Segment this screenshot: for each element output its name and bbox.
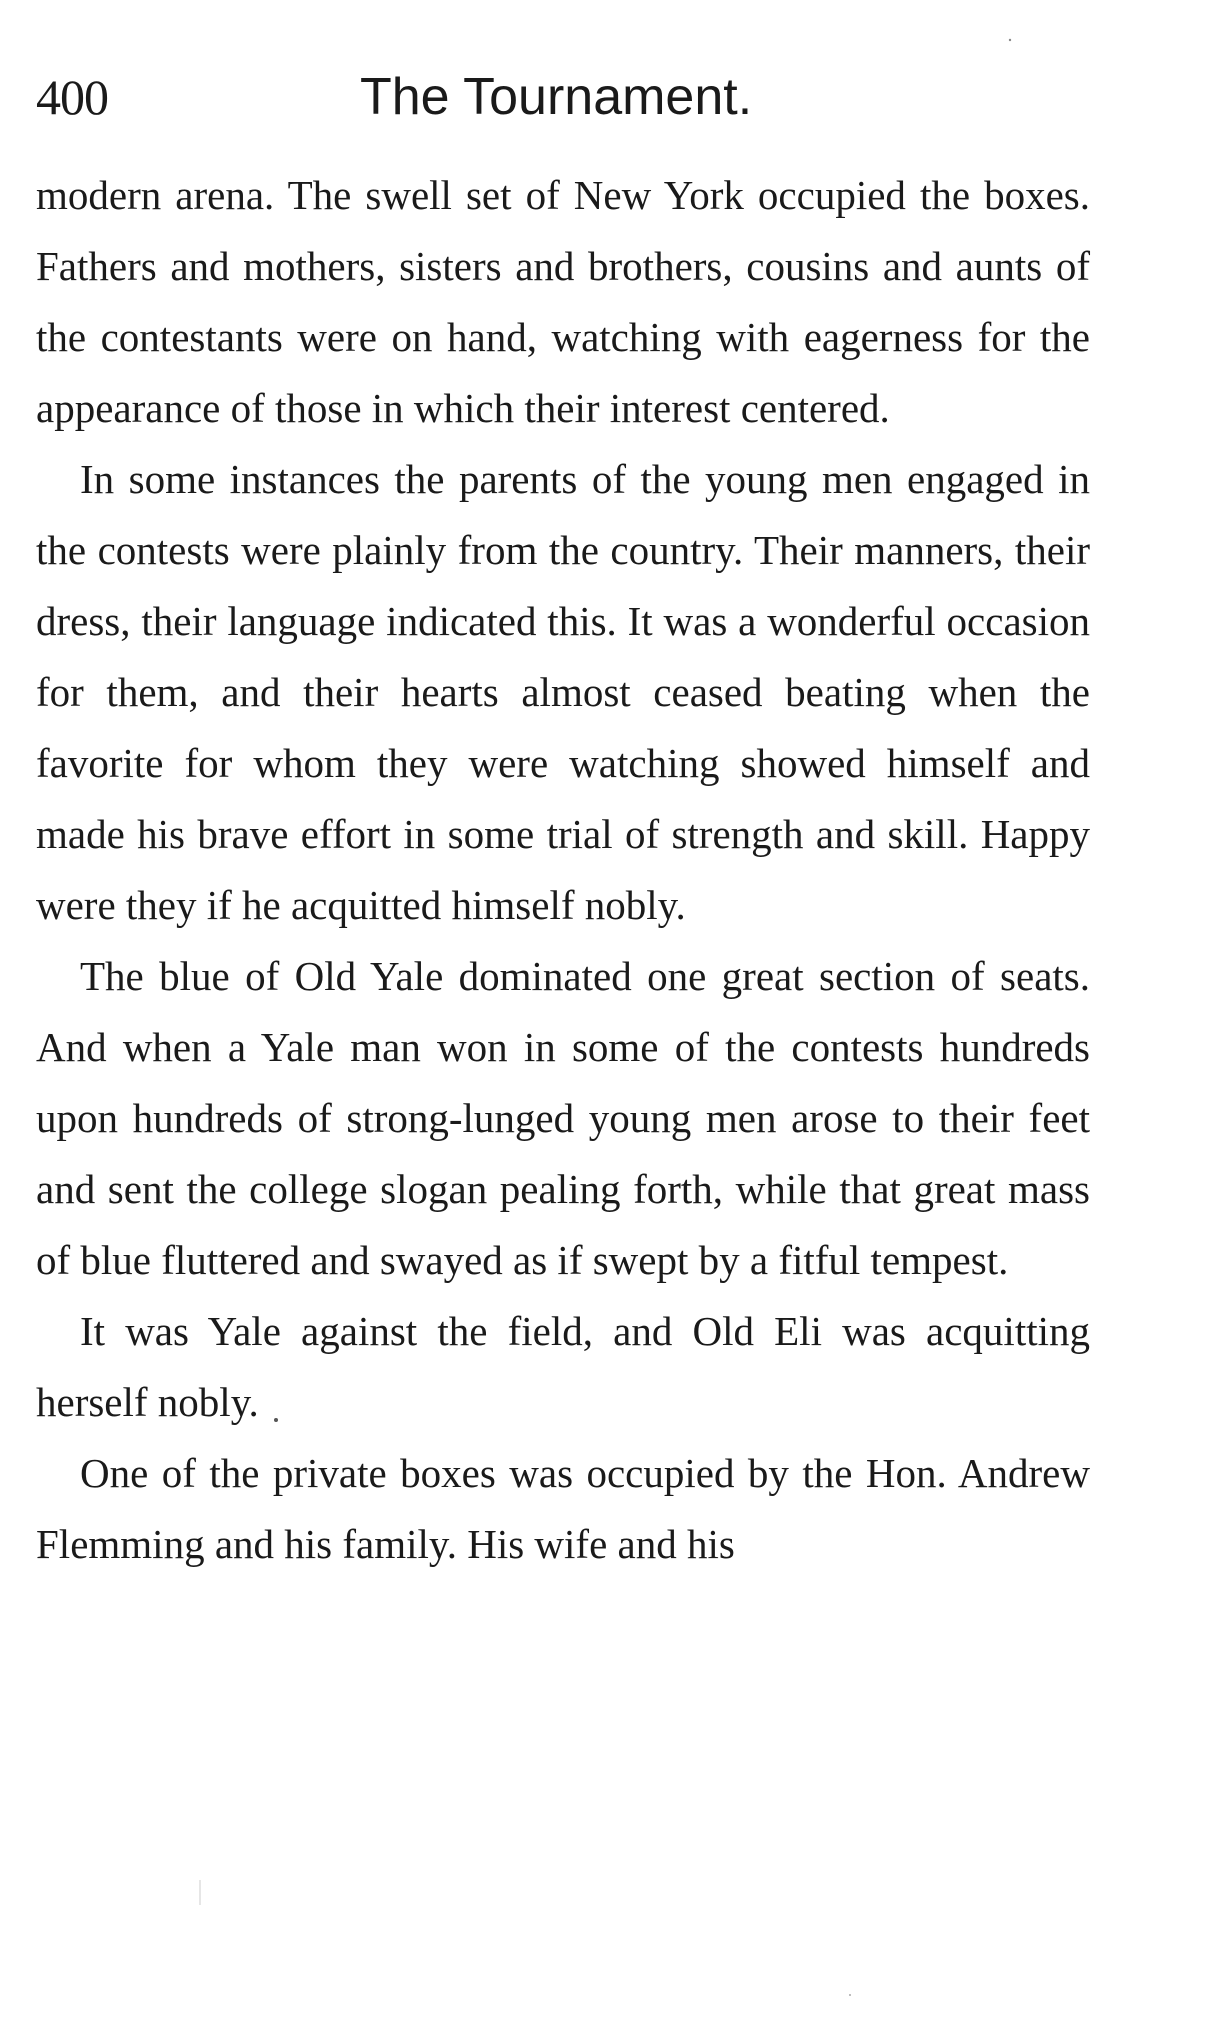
paragraph-continued: modern arena. The swell set of New York occupied the boxes. Fathers and mothers, sisters and brothers, cousins and aunts of the contestants were on hand, watching with eagerness for the appearance of those in which their interest centered. [36,172,1090,431]
paragraph: One of the private boxes was occupied by the Hon. Andrew Flemming and his family. His wife and his [36,1450,1090,1567]
paragraph: The blue of Old Yale dominated one great section of seats. And when a Yale man won in some of the contests hundreds upon hundreds of strong-lunged young men arose to their feet and sent the college slogan pealing forth, while that great mass of blue fluttered and swayed as if swept by a fitful tempest. [36,953,1090,1283]
paragraph: It was Yale against the field, and Old Eli was acquitting herself nobly. [36,1308,1090,1425]
paragraph: In some instances the parents of the young men engaged in the contests were plainly from the country. Their manners, their dress, their language indicated this. It was a wonderful occasion for them, and their hearts almost ceased beating when the favorite for whom they were watching showed himself and made his brave effort in some trial of strength and skill. Happy were they if he acquitted himself nobly. [36,456,1090,928]
page-number: 400 [36,69,108,125]
running-title: The Tournament. [360,68,753,126]
body-text [36,160,1090,1580]
running-head [36,62,1096,132]
